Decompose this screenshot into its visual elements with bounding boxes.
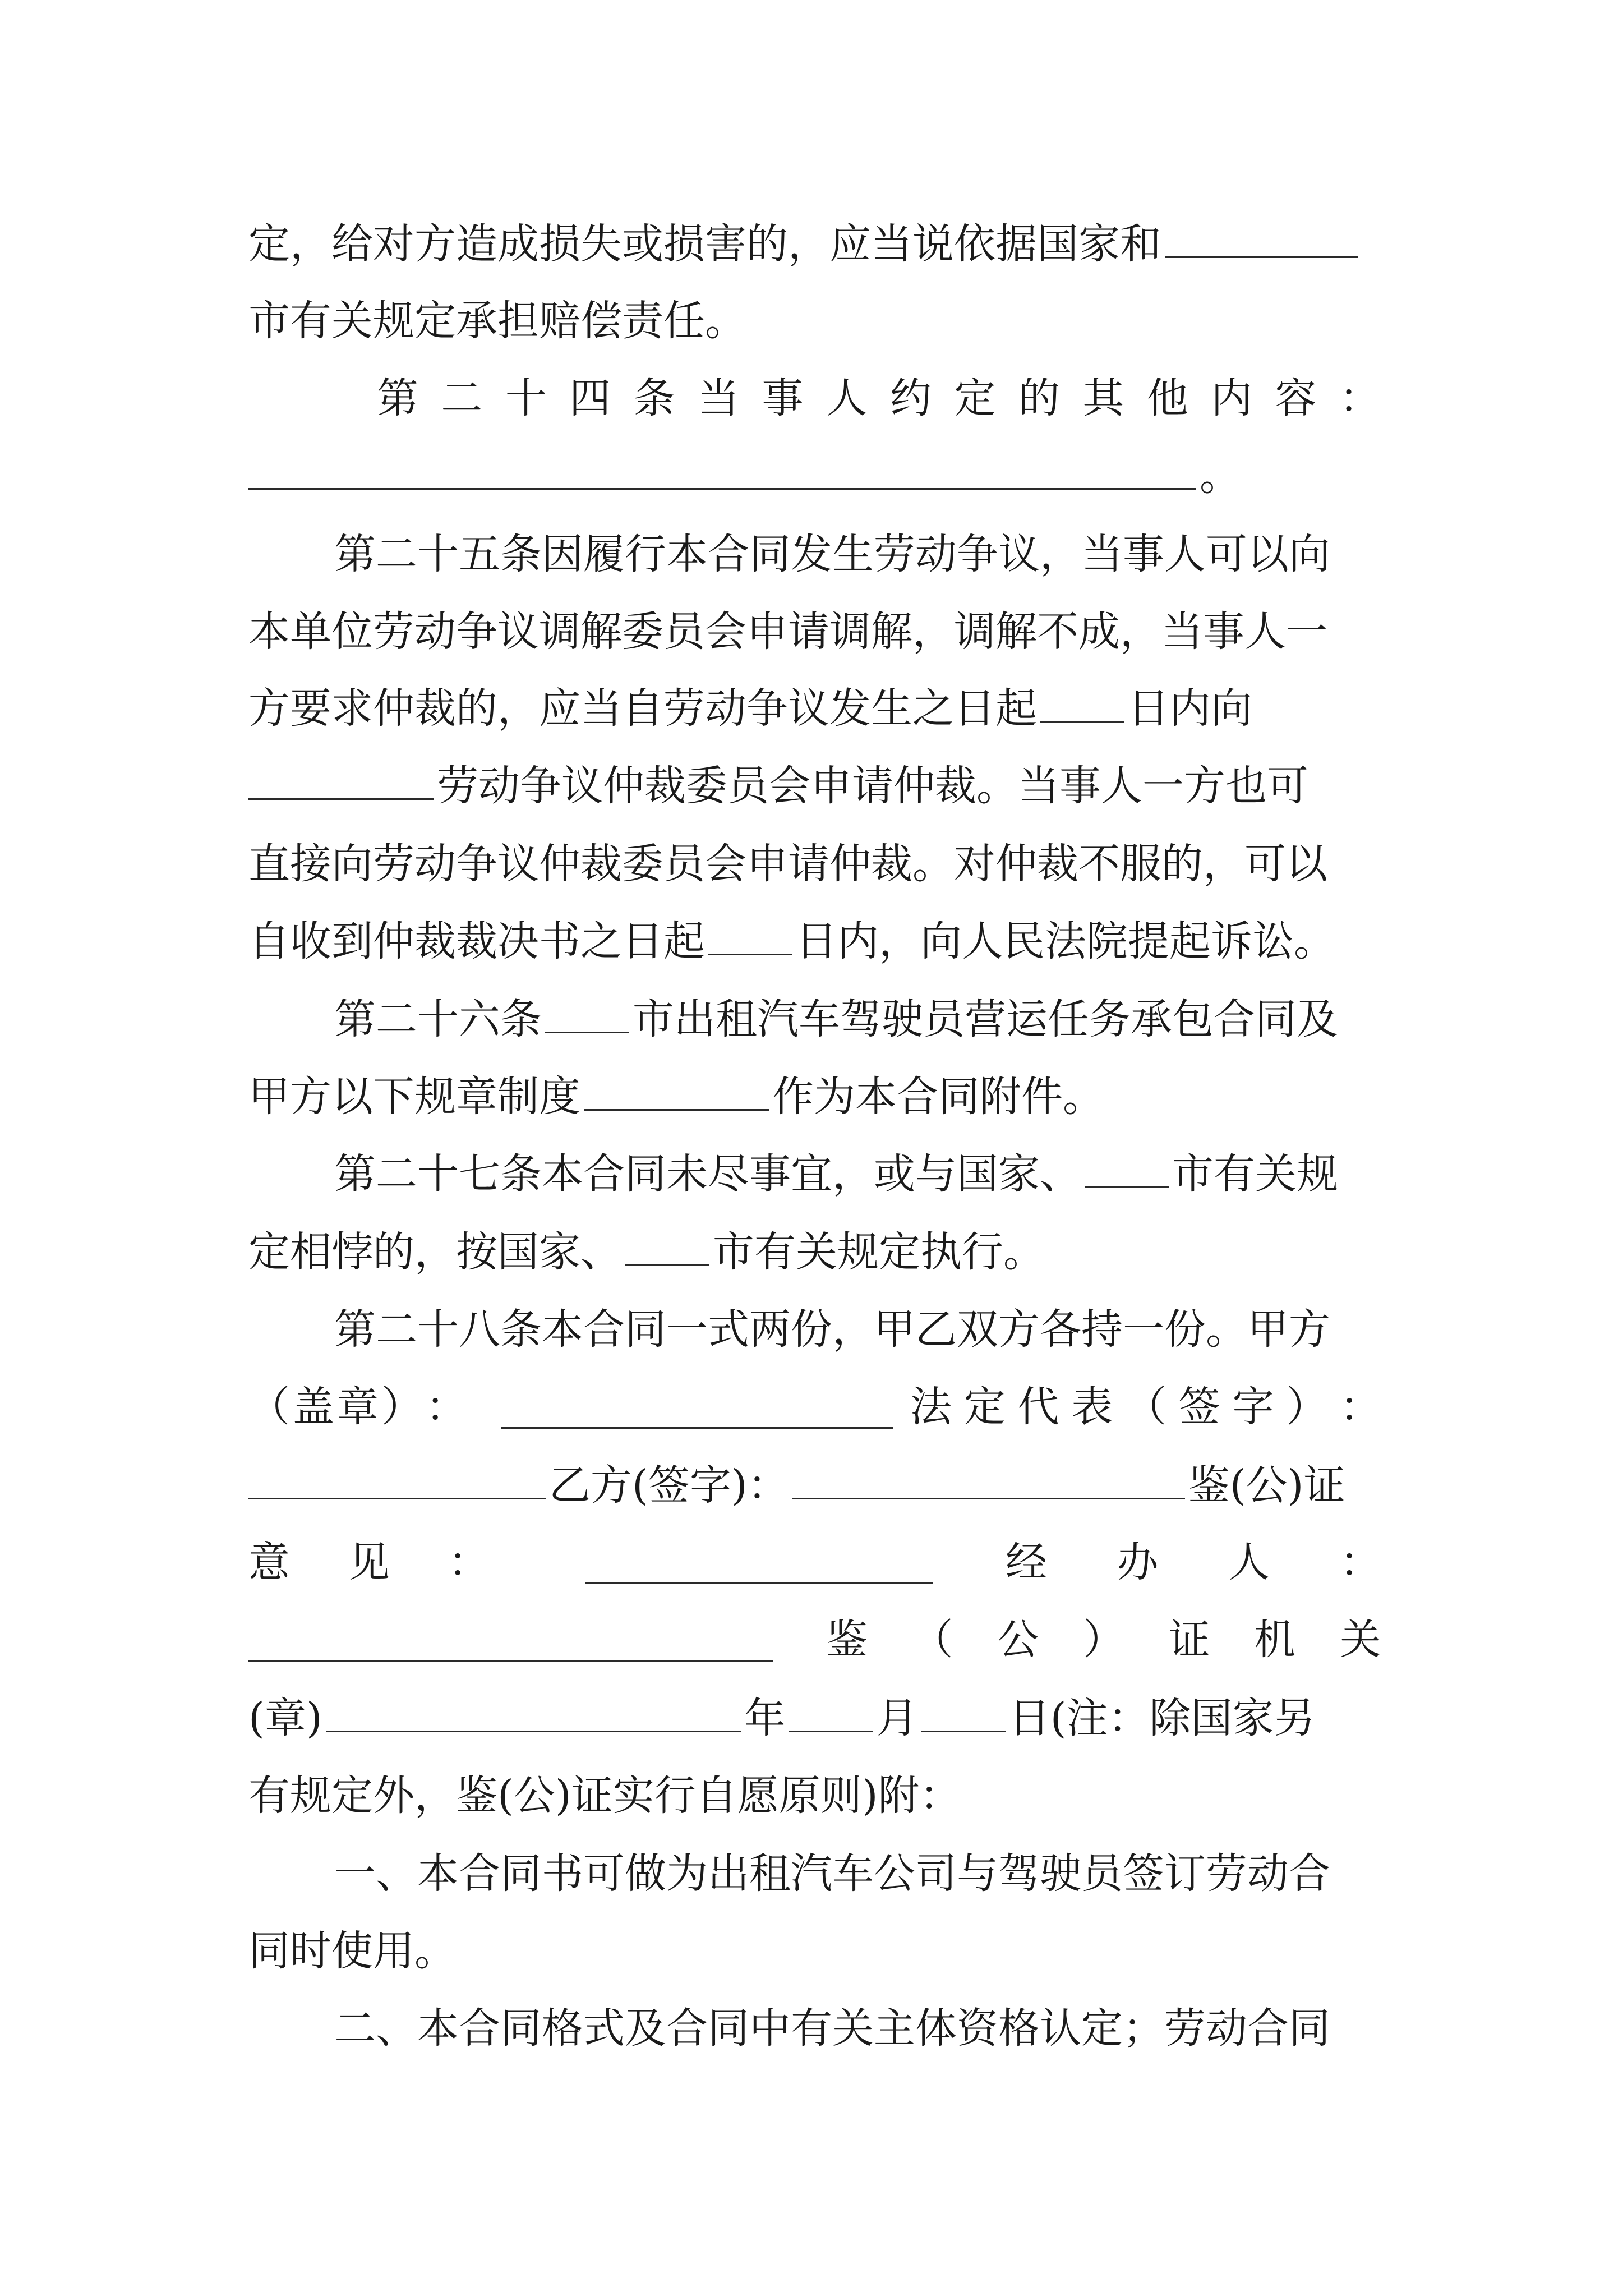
blank-underline [584,1087,769,1111]
char: （ [248,1383,290,1431]
paragraph-line [248,747,1381,825]
char: ） [1286,1383,1328,1431]
char: 代 [1017,1383,1059,1431]
text-run: 一、本合同书可做为出租汽车公司与驾驶员签订劳动合 [334,1849,1330,1898]
char: 公 [997,1616,1039,1664]
text-run: 月 [876,1694,918,1742]
text-run: 第二十五条因履行本合同发生劳动争议，当事人可以向 [334,530,1330,578]
text-run: 市有关规定执行。 [713,1228,1045,1276]
paragraph-line [248,1756,1381,1835]
char: ） [381,1383,423,1431]
paragraph-line [248,282,1381,360]
char: 容 [1275,374,1317,422]
char: 当 [697,374,739,422]
paragraph-line [248,1679,1381,1757]
text-run: 直接向劳动争议仲裁委员会申请仲裁。对仲裁不服的，可以 [248,840,1327,888]
appendix-item-1-line [334,1834,1467,1913]
paragraph-line [248,436,1381,515]
article-28-first-line [334,1290,1467,1369]
text-run: 自收到仲裁裁决书之日起 [248,917,705,965]
char: 四 [569,374,611,422]
char: 定 [954,374,996,422]
legal-rep-label [910,1368,1381,1446]
text-run: (章) [248,1694,322,1742]
opinion-label [248,1523,490,1602]
blank-underline [921,1708,1006,1732]
paragraph-line [248,1446,1381,1525]
char: 条 [633,374,675,422]
char: 机 [1254,1616,1296,1664]
char: ： [426,1383,467,1431]
text-run: 市有关规定承担赔偿责任。 [248,297,746,345]
article-25-first-line [334,515,1467,593]
char: 鉴 [826,1616,868,1664]
char: 约 [890,374,932,422]
paragraph-line [248,902,1404,981]
char: 他 [1146,374,1188,422]
char: 法 [910,1383,952,1431]
char: 的 [1018,374,1060,422]
seal-signature-line [248,1368,1381,1446]
text-run: 二、本合同格式及合同中有关主体资格认定；劳动合同 [334,2004,1330,2053]
char: 定 [963,1383,1006,1431]
char: 签 [1178,1383,1220,1431]
opinion-handler-line [248,1523,1381,1602]
char: 人 [826,374,868,422]
char: 人 [1228,1538,1270,1586]
text-run: 本单位劳动争议调解委员会申请调解，调解不成，当事人一 [248,608,1327,656]
blank-underline [326,1708,741,1732]
char: ） [1082,1616,1124,1664]
blank-underline [248,776,434,800]
text-run: 年 [744,1694,786,1742]
seal-label [248,1368,467,1446]
text-run: 鉴(公)证 [1188,1461,1345,1510]
char: 字 [1232,1383,1274,1431]
text-run: 作为本合同附件。 [772,1073,1104,1121]
text-run: 同时使用。 [248,1927,456,1975]
text-run: 甲方以下规章制度 [248,1073,580,1121]
char: （ [911,1616,953,1664]
paragraph-line [248,1213,1381,1291]
blank-underline [789,1708,873,1732]
text-run: 第二十七条本合同未尽事宜，或与国家、 [334,1150,1081,1198]
text-run: 第二十八条本合同一式两份，甲乙双方各持一份。甲方 [334,1305,1330,1354]
text-run: 第二十六条 [334,995,542,1043]
char: （ [1125,1383,1166,1431]
char: 表 [1071,1383,1113,1431]
char: ： [448,1538,490,1586]
paragraph-line [248,592,1381,671]
text-run: 日内，向人民法院提起诉讼。 [796,917,1335,965]
text-run: 。 [1200,452,1241,500]
text-run: 定相悖的，按国家、 [248,1228,622,1276]
handler-label [1006,1523,1381,1602]
text-run: 定，给对方造成损失或损害的，应当说依据国家和 [248,220,1161,268]
paragraph-line [248,205,1381,283]
notary-office-line [248,1600,1381,1679]
char: 十 [505,374,547,422]
char: ： [1339,374,1381,422]
char: 内 [1211,374,1253,422]
char: 证 [1168,1616,1210,1664]
char: ： [1339,1538,1381,1586]
blank-underline [248,1475,546,1499]
blank-underline [1040,698,1124,723]
text-run: 日(注：除国家另 [1008,1694,1316,1742]
article-24-line [377,359,1381,438]
char: ： [1340,1383,1381,1431]
text-run: 市出租汽车驾驶员营运任务承包合同及 [633,995,1338,1043]
blank-underline [708,931,792,955]
char: 事 [762,374,804,422]
char: 盖 [293,1383,334,1431]
paragraph-line [248,825,1381,903]
char: 其 [1082,374,1124,422]
blank-underline [248,1637,773,1662]
notary-office-label [826,1600,1381,1679]
blank-underline [625,1242,709,1266]
text-run: 方要求仲裁的，应当自劳动争议发生之日起 [248,684,1037,733]
paragraph-line [248,1912,1381,1990]
char: 关 [1339,1616,1381,1664]
char: 二 [441,374,483,422]
blank-underline [792,1475,1185,1499]
char: 意 [248,1538,290,1586]
appendix-item-2-line [334,1989,1467,2068]
blank-underline [501,1405,893,1429]
article-27-first-line [334,1135,1467,1213]
char: 经 [1006,1538,1047,1586]
paragraph-line [248,669,1381,748]
text-run: 日内向 [1128,684,1252,733]
blank-underline [1165,234,1358,258]
text-run: 有规定外，鉴(公)证实行自愿原则)附： [248,1772,961,1820]
blank-underline [545,1009,629,1033]
text-run: 乙方(签字)： [549,1461,789,1510]
blank-underline [585,1560,933,1584]
article-26-first-line [334,980,1467,1059]
char: 办 [1117,1538,1159,1586]
char: 第 [377,374,418,422]
text-run: 市有关规 [1172,1150,1338,1198]
blank-underline [1085,1164,1169,1188]
text-run: 劳动争议仲裁委员会申请仲裁。当事人一方也可 [437,762,1308,810]
paragraph-line [248,1057,1381,1136]
blank-underline [248,466,1196,490]
char: 见 [348,1538,390,1586]
char: 章 [337,1383,379,1431]
